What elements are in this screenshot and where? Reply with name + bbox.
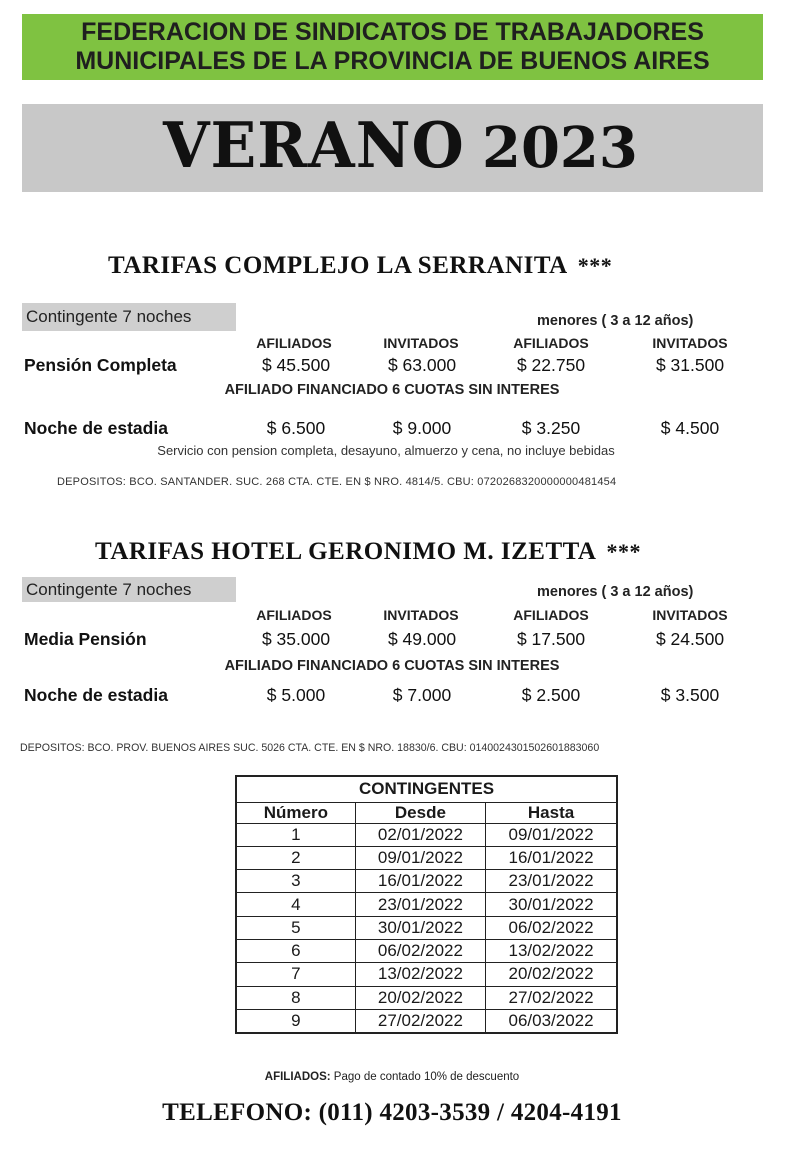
- contingente-numero: 2: [236, 846, 355, 869]
- contingente-hasta: 16/01/2022: [486, 846, 617, 869]
- contingente-numero: 7: [236, 963, 355, 986]
- contingente-hasta: 09/01/2022: [486, 823, 617, 846]
- serranita-col-invitados: INVITADOS: [383, 335, 459, 351]
- afiliados-label: AFILIADOS:: [264, 1071, 331, 1083]
- izetta-title-text: TARIFAS HOTEL GERONIMO M. IZETTA: [95, 538, 597, 565]
- contingente-desde: 30/01/2022: [355, 916, 485, 939]
- serranita-pension-afiliados-menores: $ 22.750: [516, 355, 586, 375]
- contingente-desde: 20/02/2022: [355, 986, 485, 1009]
- izetta-contingent-label: Contingente 7 noches: [22, 577, 236, 602]
- table-row: [236, 1009, 617, 1032]
- contingente-numero: 5: [236, 916, 355, 939]
- serranita-pension-invitados: $ 63.000: [387, 355, 457, 375]
- contingente-desde: 13/02/2022: [355, 963, 485, 986]
- contingente-hasta: 30/01/2022: [486, 893, 617, 916]
- izetta-noche-invitados: $ 7.000: [392, 685, 452, 705]
- serranita-col-invitados-menores: INVITADOS: [652, 335, 728, 351]
- table-row: [236, 916, 617, 939]
- izetta-menores: menores ( 3 a 12 años): [537, 584, 694, 600]
- izetta-noche-afiliados: $ 5.000: [266, 685, 326, 705]
- table-row: [236, 893, 617, 916]
- federation-name-line2: MUNICIPALES DE LA PROVINCIA DE BUENOS AIRES: [75, 47, 710, 75]
- contingente-hasta: 23/01/2022: [486, 870, 617, 893]
- contingentes-caption: CONTINGENTES: [236, 776, 617, 802]
- table-row: [236, 939, 617, 962]
- izetta-title: [95, 538, 641, 566]
- izetta-media-afiliados-menores: $ 17.500: [516, 629, 586, 649]
- table-row: [236, 823, 617, 846]
- contingentes-header-hasta: Hasta: [486, 802, 617, 823]
- serranita-pension-invitados-menores: $ 31.500: [655, 355, 725, 375]
- telefono-contact: TELEFONO: (011) 4203-3539 / 4204-4191: [162, 1099, 622, 1126]
- contingente-hasta: 13/02/2022: [486, 939, 617, 962]
- serranita-pension-afiliados: $ 45.500: [261, 355, 331, 375]
- contingente-hasta: 06/03/2022: [486, 1009, 617, 1032]
- serranita-servicio-note: Servicio con pension completa, desayuno, almuerzo y cena, no incluye bebidas: [157, 443, 615, 458]
- serranita-col-afiliados-menores: AFILIADOS: [513, 335, 589, 351]
- contingentes-header-numero: Número: [236, 802, 355, 823]
- serranita-title-text: TARIFAS COMPLEJO LA SERRANITA: [108, 252, 568, 279]
- federation-name-line1: FEDERACION DE SINDICATOS DE TRABAJADORES: [81, 18, 704, 46]
- table-row: [236, 846, 617, 869]
- serranita-noche-invitados: $ 9.000: [392, 418, 452, 438]
- contingente-desde: 09/01/2022: [355, 846, 485, 869]
- contingente-desde: 16/01/2022: [355, 870, 485, 893]
- izetta-noche-invitados-menores: $ 3.500: [660, 685, 720, 705]
- table-row: [236, 963, 617, 986]
- izetta-media-afiliados: $ 35.000: [261, 629, 331, 649]
- contingente-numero: 6: [236, 939, 355, 962]
- contingentes-table: [235, 775, 618, 1034]
- contingente-hasta: 20/02/2022: [486, 963, 617, 986]
- contingente-desde: 23/01/2022: [355, 893, 485, 916]
- serranita-financiado: AFILIADO FINANCIADO 6 CUOTAS SIN INTERES: [224, 382, 560, 398]
- contingentes-header-desde: Desde: [355, 802, 485, 823]
- izetta-media-invitados: $ 49.000: [387, 629, 457, 649]
- serranita-row-noche-label: Noche de estadia: [24, 418, 168, 438]
- serranita-row-pension-label: Pensión Completa: [24, 355, 177, 375]
- izetta-col-afiliados-menores: AFILIADOS: [513, 607, 589, 623]
- contingente-numero: 1: [236, 823, 355, 846]
- federation-header: [22, 14, 763, 80]
- table-row: [236, 986, 617, 1009]
- izetta-col-invitados: INVITADOS: [383, 607, 459, 623]
- contingente-numero: 8: [236, 986, 355, 1009]
- serranita-col-afiliados: AFILIADOS: [256, 335, 332, 351]
- serranita-menores: menores ( 3 a 12 años): [537, 313, 694, 329]
- contingente-hasta: 06/02/2022: [486, 916, 617, 939]
- serranita-stars: ***: [577, 253, 613, 278]
- serranita-title: [108, 252, 612, 280]
- table-row: [236, 870, 617, 893]
- izetta-col-afiliados: AFILIADOS: [256, 607, 332, 623]
- season-year: 2023: [482, 115, 638, 181]
- izetta-media-invitados-menores: $ 24.500: [655, 629, 725, 649]
- izetta-row-media-label: Media Pensión: [24, 629, 147, 649]
- izetta-noche-afiliados-menores: $ 2.500: [521, 685, 581, 705]
- contingente-desde: 02/01/2022: [355, 823, 485, 846]
- izetta-row-noche-label: Noche de estadia: [24, 685, 168, 705]
- serranita-contingent-label: Contingente 7 noches: [22, 303, 236, 331]
- serranita-depositos: DEPOSITOS: BCO. SANTANDER. SUC. 268 CTA. CTE. EN $ NRO. 4814/5. CBU: 0720268320000000481454: [57, 476, 617, 488]
- izetta-col-invitados-menores: INVITADOS: [652, 607, 728, 623]
- serranita-noche-afiliados-menores: $ 3.250: [521, 418, 581, 438]
- contingente-hasta: 27/02/2022: [486, 986, 617, 1009]
- contingente-desde: 27/02/2022: [355, 1009, 485, 1032]
- afiliados-discount-text: Pago de contado 10% de descuento: [333, 1071, 520, 1083]
- izetta-stars: ***: [606, 539, 641, 564]
- contingente-numero: 3: [236, 870, 355, 893]
- contingente-numero: 4: [236, 893, 355, 916]
- izetta-financiado: AFILIADO FINANCIADO 6 CUOTAS SIN INTERES: [224, 658, 560, 674]
- contingente-desde: 06/02/2022: [355, 939, 485, 962]
- izetta-depositos: DEPOSITOS: BCO. PROV. BUENOS AIRES SUC. 5026 CTA. CTE. EN $ NRO. 18830/6. CBU: 0140024301502601883060: [20, 742, 600, 754]
- afiliados-discount-note: [0, 1071, 784, 1083]
- season-word: VERANO: [163, 109, 465, 183]
- serranita-noche-invitados-menores: $ 4.500: [660, 418, 720, 438]
- serranita-noche-afiliados: $ 6.500: [266, 418, 326, 438]
- contingente-numero: 9: [236, 1009, 355, 1032]
